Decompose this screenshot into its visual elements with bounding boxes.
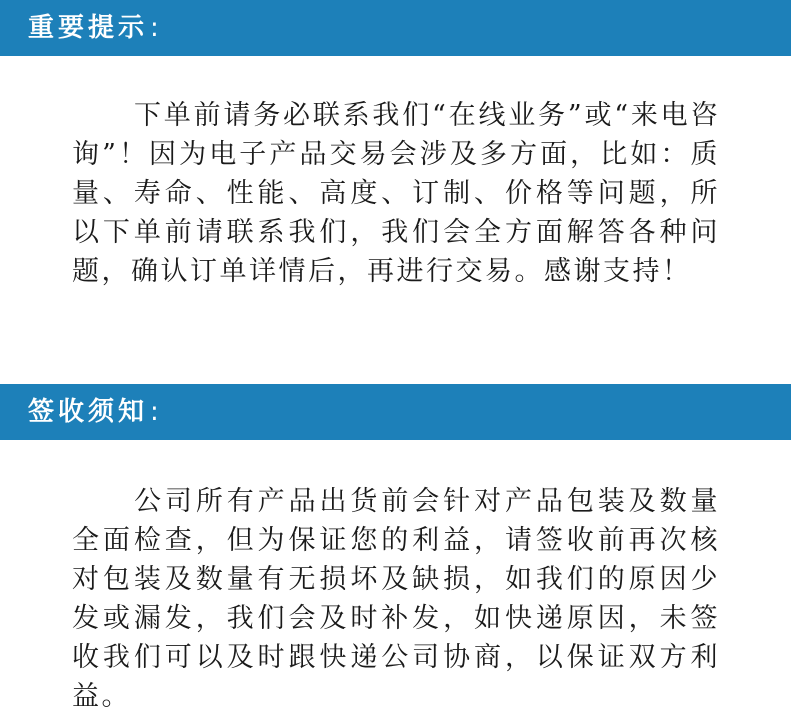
important-notice-header <box>0 0 791 56</box>
receipt-notice-title <box>28 394 163 430</box>
important-notice-section <box>0 96 791 356</box>
important-notice-title-colon: : <box>150 13 163 43</box>
receipt-notice-title-text: 签收须知 <box>28 397 149 427</box>
receipt-notice-section <box>0 482 791 722</box>
important-notice-text: 下单前请务必联系我们“在线业务”或“来电咨询”！因为电子产品交易会涉及多方面，比如：质量、寿命、性能、高度、订制、价格等问题，所以下单前请联系我们，我们会全方面解答各种问题，确认订单详情后，再进行交易。感谢支持！ <box>72 100 720 287</box>
important-notice-title <box>28 10 163 46</box>
receipt-notice-title-colon: : <box>150 397 163 427</box>
receipt-notice-header <box>0 384 791 440</box>
important-notice-title-text: 重要提示 <box>28 13 149 43</box>
receipt-notice-text: 公司所有产品出货前会针对产品包装及数量全面检查，但为保证您的利益，请签收前再次核对包装及数量有无损坏及缺损，如我们的原因少发或漏发，我们会及时补发，如快递原因，未签收我们可以及时跟快递公司协商，以保证双方利益。 <box>72 486 720 712</box>
